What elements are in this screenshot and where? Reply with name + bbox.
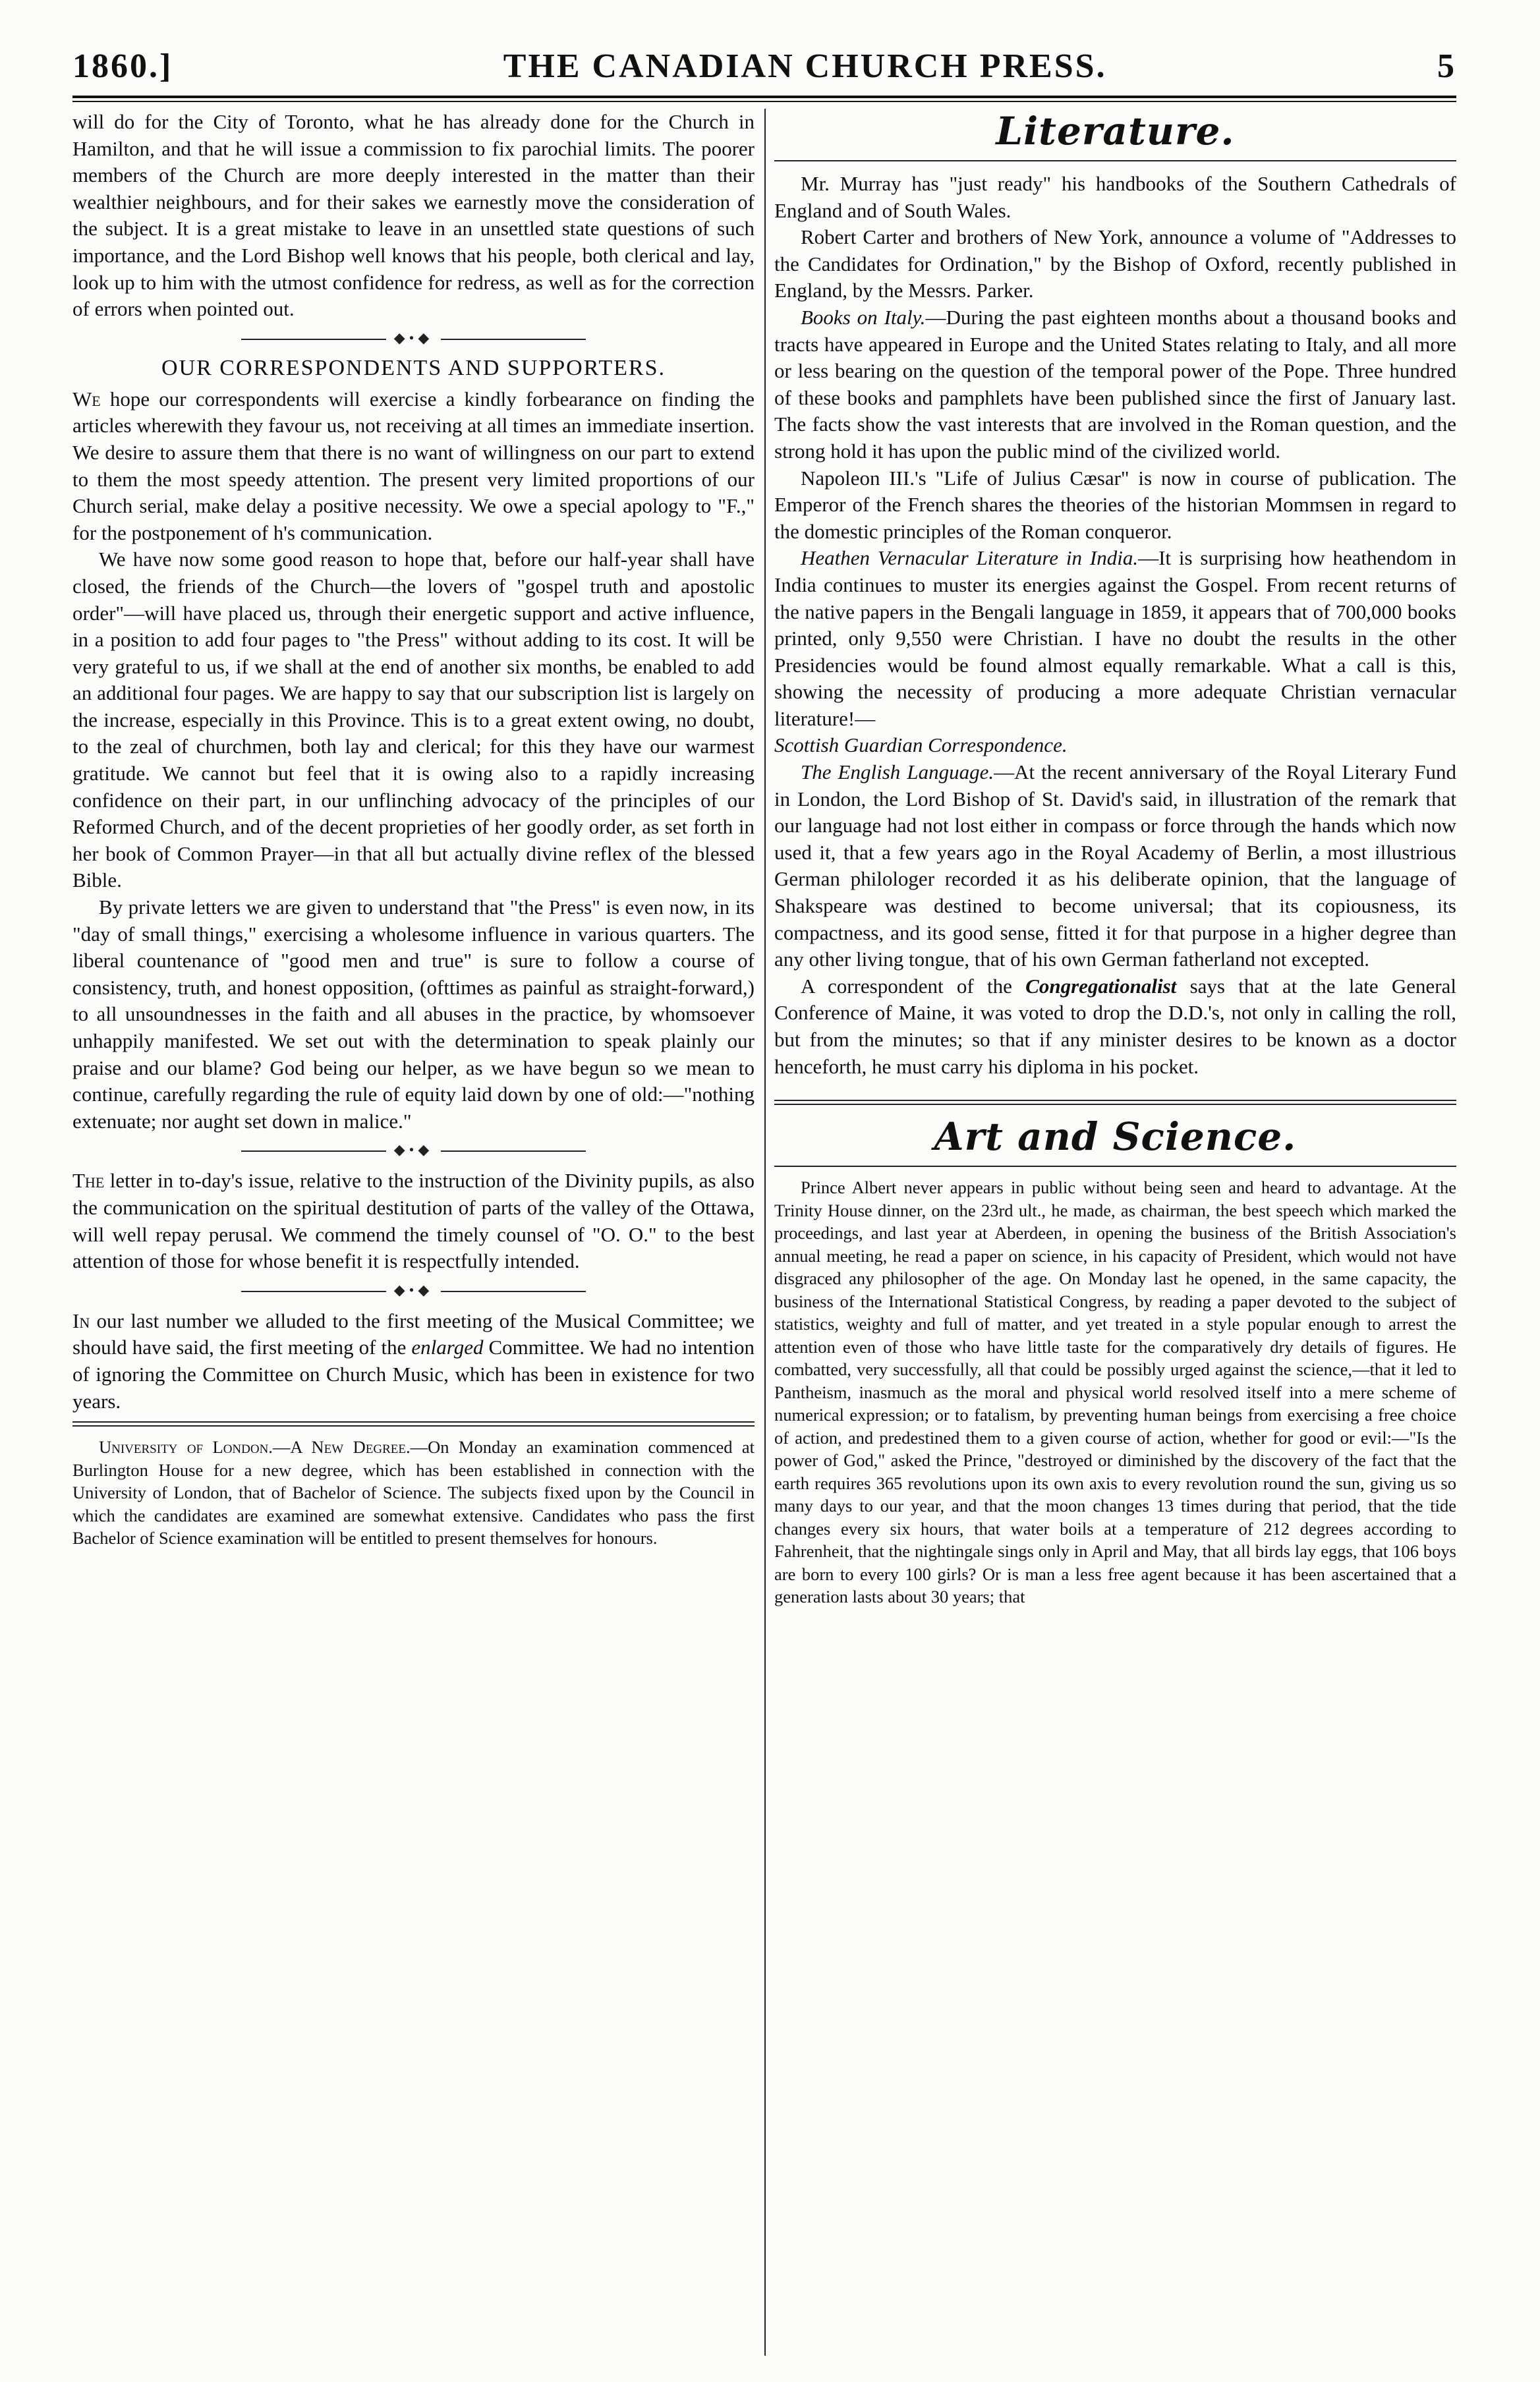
heathen-literature-source: Scottish Guardian Correspondence. — [774, 733, 1068, 757]
correspondents-paragraph-1 — [72, 386, 755, 547]
ornament-divider: ◆•◆ — [72, 1141, 755, 1158]
drop-word: We — [72, 387, 101, 411]
heathen-literature-title: Heathen Vernacular Literature in India. — [801, 546, 1139, 570]
literature-paragraph-7 — [774, 973, 1456, 1080]
drop-word: In — [72, 1309, 90, 1332]
correspondents-paragraph-2: We have now some good reason to hope that, before our half-year shall have closed, the friends of the Church—the lovers of "gospel truth and apostolic order"—will have placed us, through their energetic support and active influence, in a position to add four pages to "the Press" without adding to its cost. It will be very grateful to us, if we shall at the end of another six months, be enabled to add an additional four pages. We are happy to say that our subscription list is largely on the increase, especially in this Province. This is to a great extent owing, no doubt, to the zeal of churchmen, both lay and clerical; for this they have our warmest gratitude. We cannot but feel that it is owing also to a rapidly increasing confidence on their part, in our unflinching advocacy of the principles of our Reformed Church, and of the decent proprieties of her goodly order, as set forth in her book of Common Prayer—in that all but actually divine reflex of the blessed Bible. — [72, 548, 755, 892]
letter-paragraph — [72, 1168, 755, 1274]
column-divider — [764, 109, 766, 2356]
correspondents-paragraph-3: By private letters we are given to understand that "the Press" is even now, in its "day of small things," exercising a wholesome influence in various quarters. The liberal countenance of "good men and true" is sure to follow a course of consistency, truth, and honest opposition, (ofttimes as painful as straight-forward,) to all unsoundnesses in the faith and all abuses in the practice, by whomsoever unhappily manifested. We set out with the determination to speak plainly our praise and our blame? God being our helper, as we have begun so we mean to continue, carefully regarding the rule of equity laid down by one of old:—"nothing extenuate; nor aught set down in malice." — [72, 895, 755, 1133]
musical-text-before: our last number we alluded to the first meeting of the Musical Committee; we should have said, the first meeting of the — [72, 1309, 755, 1359]
section-rule — [774, 160, 1456, 161]
drop-word: The — [72, 1169, 105, 1193]
header-year: 1860.] — [72, 47, 173, 85]
left-column — [72, 109, 755, 1550]
university-text: —On Monday an examination commenced at Burlington House for a new degree, which has been established in connection with the University of London, that of Bachelor of Science. The subjects fixed upon by the Council in which the candidates are examined are somewhat extensive. Candidates who pass the first Bachelor of Science examination will be entitled to present themselves for honours. — [72, 1437, 755, 1548]
english-language-text: —At the recent anniversary of the Royal Literary Fund in London, the Lord Bishop of St. David's said, in illustration of the remark that our language had not lost either in compass or force through the hands which now used it, that a few years ago in the Royal Academy of Berlin, a most illustrious German philologer recorded it as his deliberate opinion, that the language of Shakspeare was destined to become universal; that its copiousness, its compactness, and its good sense, fitted it for that purpose in a higher degree than any other living tongue, that of his own German fatherland not excepted. — [774, 760, 1457, 971]
english-language-title: The English Language. — [801, 760, 994, 784]
literature-paragraph-2: Robert Carter and brothers of New York, announce a volume of "Addresses to the Candidates for Ordination," by the Bishop of Oxford, recently published in England, by the Messrs. Parker. — [774, 225, 1456, 302]
books-on-italy-text: —During the past eighteen months about a thousand books and tracts have appeared in Europe and the United States relating to Italy, and all more or less bearing on the question of the temporal power of the Pope. Three hundred of these books and pamphlets have been published since the first of January last. The facts show the vast interests that are involved in the Roman question, and the strong hold it has upon the public mind of the civilized world. — [774, 305, 1456, 463]
congregationalist-italic: Congregationalist — [1025, 974, 1177, 998]
books-on-italy-title: Books on Italy. — [801, 305, 926, 329]
heathen-literature-text: —It is surprising how heathendom in India continues to muster its energies against the Gospel. From recent returns of the native papers in the Bengali language in 1859, it appears that of 700,000 books printed, only 9,550 were Christian. I have no doubt the results in the other Presidencies would be found almost equally remarkable. What a call is this, showing the necessity of producing a more adequate Christian vernacular literature!— — [774, 546, 1456, 730]
header-page-number: 5 — [1437, 47, 1456, 85]
literature-paragraph-6 — [774, 759, 1456, 973]
art-science-paragraph: Prince Albert never appears in public without being seen and heard to advantage. At the Trinity House dinner, on the 23rd ult., he made, as chairman, the best speech which marked the proceedings, and last year at Aberdeen, in opening the business of the British Association's annual meeting, he read a paper on science, in his capacity of President, which would not have disgraced any philosopher of the age. On Monday last he opened, in the same capacity, the business of the International Statistical Congress, by reading a paper devoted to the subject of statistics, weighty and full of matter, and yet treated in a style popular enough to arrest the attention even of those who have little taste for the comparatively dry details of figures. He combatted, very successfully, all that could be possibly urged against the science,—that it led to Pantheism, inasmuch as the moral and physical world resolved itself into a mere scheme of numerical expression; or to fatalism, by preventing human beings from exercising a free choice of action, and predestined them to a given course of action, whether for good or evil:—"Is the power of God," asked the Prince, "destroyed or diminished by the discovery of the fact that the earth requires 365 revolutions upon its own axis to every revolution round the sun, giving us so many days to our year, and that the moon changes 13 times during that period, that the tide changes every six hours, that water boils at a temperature of 212 degrees according to Fahrenheit, that the nightingale sings only in April and May, that all birds lay eggs, that 106 boys are born to every 100 girls? Or is man a less free agent because it has been ascertained that a generation lasts about 30 years; that — [774, 1177, 1456, 1607]
header-rule — [72, 96, 1456, 98]
correspondents-text-1: hope our correspondents will exercise a kindly forbearance on finding the articles wherewith they favour us, not receiving at all times an immediate insertion. We desire to assure them that there is no want of willingness on our part to extend to them the most speedy attention. The present very limited proportions of our Church serial, make delay a positive necessity. We owe a special apology to "F.," for the postponement of h's communication. — [72, 387, 755, 544]
art-science-heading: Art and Science. — [934, 1114, 1297, 1160]
congregationalist-text-before: A correspondent of the — [801, 974, 1012, 998]
literature-paragraph-5 — [774, 545, 1456, 759]
double-rule — [72, 1421, 755, 1427]
literature-paragraph-3 — [774, 304, 1456, 465]
musical-text-after: Committee. We had no intention of ignoring the Committee on Church Music, which has been in existence for two years. — [72, 1336, 755, 1413]
musical-italic: enlarged — [411, 1336, 484, 1359]
literature-heading: Literature. — [996, 109, 1235, 154]
page-header — [72, 40, 1456, 92]
double-rule — [774, 1100, 1456, 1105]
ornament-divider: ◆•◆ — [72, 1282, 755, 1299]
intro-paragraph: will do for the City of Toronto, what he has already done for the Church in Hamilton, and that he will issue a commission to fix parochial limits. The poorer members of the Church are more deeply interested in the matter than their wealthier neighbours, and for their sakes we earnestly move the consideration of the subject. It is a great mistake to leave in an unsettled state questions of such importance, and the Lord Bishop well knows that his people, both clerical and lay, look up to him with the utmost confidence for redress, as well as for the correction of errors when pointed out. — [72, 110, 755, 321]
musical-paragraph — [72, 1308, 755, 1415]
ornament-divider: ◆•◆ — [72, 329, 755, 347]
newspaper-page — [72, 40, 1456, 2359]
header-title: THE CANADIAN CHURCH PRESS. — [503, 47, 1107, 85]
right-column — [774, 109, 1456, 1608]
university-paragraph — [72, 1436, 755, 1550]
literature-paragraph-4: Napoleon III.'s "Life of Julius Cæsar" is now in course of publication. The Emperor of the French shares the theories of the historian Mommsen in regard to the domestic principles of the Roman conqueror. — [774, 466, 1456, 543]
section-rule — [774, 1166, 1456, 1167]
letter-text: letter in to-day's issue, relative to the instruction of the Divinity pupils, as also the communication on the spiritual destitution of parts of the valley of the Ottawa, will well repay perusal. We commend the timely counsel of "O. O." to the best attention of those for whose benefit it is respectfully intended. — [72, 1169, 755, 1273]
header-rule-thin — [72, 101, 1456, 102]
congregationalist-text-after: says that at the late General Conference of Maine, it was voted to drop the D.D.'s, not only in calling the roll, but from the minutes; so that if any minister desires to be known as a doctor henceforth, he must carry his diploma in his pocket. — [774, 974, 1456, 1078]
university-title: University of London.—A New Degree. — [99, 1437, 411, 1458]
literature-paragraph-1: Mr. Murray has "just ready" his handbooks of the Southern Cathedrals of England and of South Wales. — [774, 172, 1456, 222]
correspondents-heading: OUR CORRESPONDENTS AND SUPPORTERS. — [161, 355, 666, 380]
